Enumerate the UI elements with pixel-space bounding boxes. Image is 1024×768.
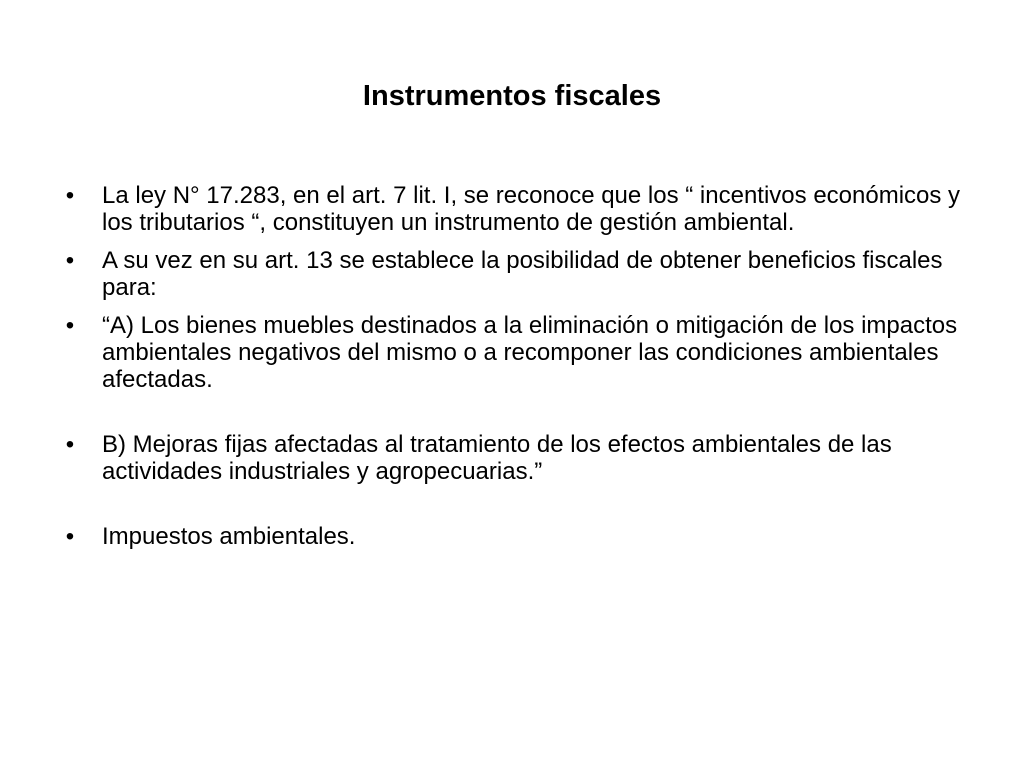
bullet-icon: • [65,182,75,209]
bullet-item-art-13 [0,247,1024,301]
bullet-text: “A) Los bienes muebles destinados a la eliminación o mitigación de los impactos ambientales negativos del mismo o a recomponer las condiciones ambientales afectadas. [102,312,958,393]
bullet-item-mejoras-fijas [0,431,1024,485]
bullet-icon: • [65,247,75,274]
bullet-icon: • [65,312,75,339]
bullet-text: Impuestos ambientales. [102,523,356,550]
bullet-list [0,182,1024,561]
slide-title: Instrumentos fiscales [362,80,662,112]
bullet-text: B) Mejoras fijas afectadas al tratamiento de los efectos ambientales de las actividades industriales y agropecuarias.” [102,431,892,485]
bullet-text: A su vez en su art. 13 se establece la posibilidad de obtener beneficios fiscales para: [102,247,943,301]
bullet-icon: • [65,431,75,458]
bullet-item-impuestos [0,523,1024,550]
bullet-item-ley-17283 [0,182,1024,236]
bullet-text: La ley N° 17.283, en el art. 7 lit. I, se reconoce que los “ incentivos económicos y los tributarios “, constituyen un instrumento de gestión ambiental. [102,182,961,236]
bullet-icon: • [65,523,75,550]
bullet-item-bienes-muebles [0,312,1024,393]
